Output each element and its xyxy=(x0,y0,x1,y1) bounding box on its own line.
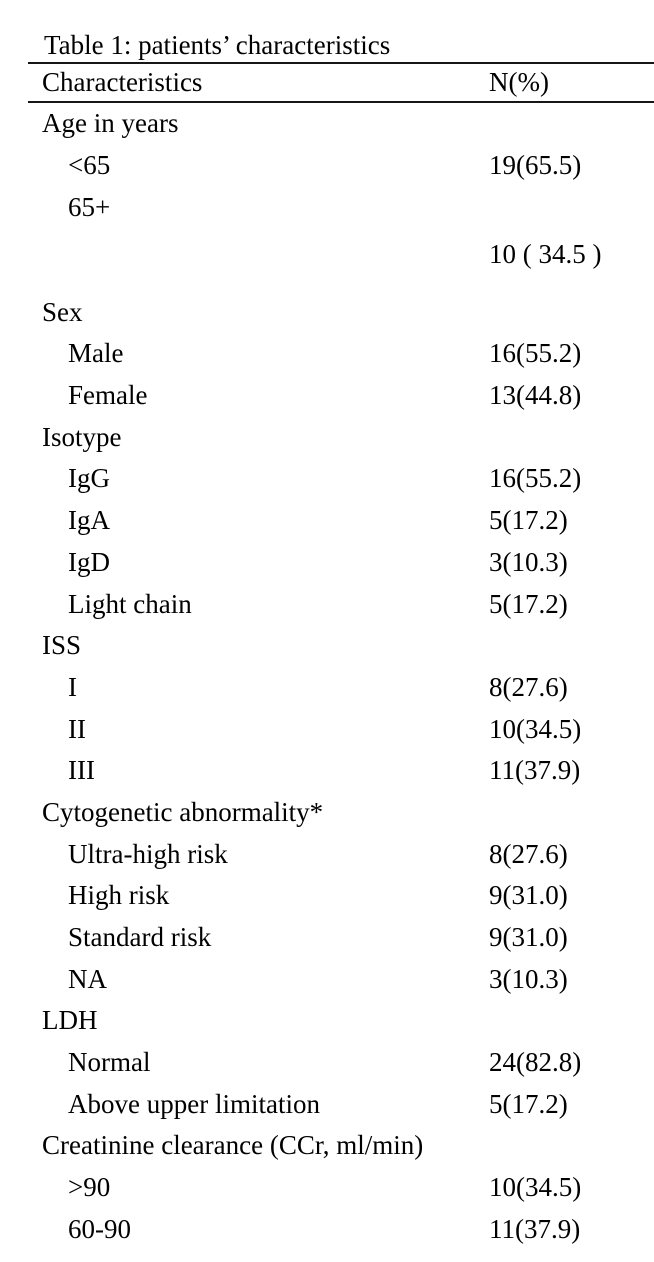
row-value: 11(37.9) xyxy=(489,755,581,786)
patients-characteristics-table xyxy=(28,62,654,1250)
row-value xyxy=(489,792,654,834)
item-row xyxy=(28,333,654,375)
row-label: 65+ xyxy=(68,192,111,223)
row-label: Isotype xyxy=(42,421,122,452)
table-header xyxy=(28,63,654,102)
header-row xyxy=(28,63,654,102)
item-row xyxy=(28,145,654,187)
item-row xyxy=(28,667,654,709)
item-row xyxy=(28,1167,654,1209)
row-label: Sex xyxy=(42,296,83,327)
row-label: Above upper limitation xyxy=(68,1088,320,1119)
category-row xyxy=(28,1000,654,1042)
row-label: <65 xyxy=(68,150,111,181)
table-body xyxy=(28,102,654,1250)
row-value: 9(31.0) xyxy=(489,922,568,953)
row-label: Light chain xyxy=(68,588,192,619)
row-value: 5(17.2) xyxy=(489,1088,568,1119)
category-row xyxy=(28,291,654,333)
row-value: 10 ( 34.5 ) xyxy=(489,239,602,270)
row-label: IgA xyxy=(68,505,110,536)
item-row xyxy=(28,1209,654,1251)
item-row xyxy=(28,500,654,542)
row-value: 24(82.8) xyxy=(489,1047,582,1078)
item-row xyxy=(28,958,654,1000)
row-label: ISS xyxy=(42,630,82,661)
row-value: 16(55.2) xyxy=(489,463,582,494)
item-row xyxy=(28,1083,654,1125)
row-value xyxy=(489,102,654,145)
column-header-n-percent: N(%) xyxy=(489,63,654,102)
row-value: 11(37.9) xyxy=(489,1213,581,1244)
category-row xyxy=(28,792,654,834)
row-value: 10(34.5) xyxy=(489,713,582,744)
row-label: IgG xyxy=(68,463,110,494)
category-row xyxy=(28,102,654,145)
row-label: Standard risk xyxy=(68,922,212,953)
row-label: Creatinine clearance (CCr, ml/min) xyxy=(42,1130,424,1161)
row-value: 9(31.0) xyxy=(489,880,568,911)
row-label: >90 xyxy=(68,1172,111,1203)
item-row xyxy=(28,708,654,750)
row-value: 8(27.6) xyxy=(489,838,568,869)
item-row xyxy=(28,833,654,875)
item-row xyxy=(28,1042,654,1084)
category-row xyxy=(28,416,654,458)
row-label: Ultra-high risk xyxy=(68,838,228,869)
item-row xyxy=(28,875,654,917)
row-value: 16(55.2) xyxy=(489,338,582,369)
row-label: Male xyxy=(68,338,124,369)
item-row xyxy=(28,917,654,959)
row-label: High risk xyxy=(68,880,170,911)
row-value: 5(17.2) xyxy=(489,588,568,619)
row-value: 5(17.2) xyxy=(489,505,568,536)
row-value: 3(10.3) xyxy=(489,963,568,994)
item-row xyxy=(28,375,654,417)
row-value xyxy=(489,625,654,667)
row-label: Cytogenetic abnormality* xyxy=(42,796,324,827)
row-value: 10(34.5) xyxy=(489,1172,582,1203)
row-value xyxy=(489,291,654,333)
row-value: 13(44.8) xyxy=(489,380,582,411)
category-row xyxy=(28,625,654,667)
row-label: Female xyxy=(68,380,148,411)
item-row xyxy=(28,458,654,500)
row-label: III xyxy=(68,755,95,786)
row-label: 60-90 xyxy=(68,1213,131,1244)
item-row xyxy=(28,583,654,625)
item-row xyxy=(28,186,654,291)
row-value xyxy=(489,1000,654,1042)
row-label: I xyxy=(68,671,77,702)
item-row xyxy=(28,542,654,584)
row-label: IgD xyxy=(68,546,110,577)
row-label: Age in years xyxy=(42,108,179,139)
row-value: 19(65.5) xyxy=(489,150,582,181)
row-label: II xyxy=(68,713,86,744)
table-caption: Table 1: patients’ characteristics xyxy=(44,30,391,60)
row-value xyxy=(489,416,654,458)
row-label: LDH xyxy=(42,1005,98,1036)
row-value xyxy=(489,1125,654,1167)
category-row xyxy=(28,1125,654,1167)
row-label: Normal xyxy=(68,1047,151,1078)
column-header-characteristics: Characteristics xyxy=(28,63,489,102)
row-label: NA xyxy=(68,963,107,994)
row-value: 8(27.6) xyxy=(489,671,568,702)
item-row xyxy=(28,750,654,792)
row-value: 3(10.3) xyxy=(489,546,568,577)
